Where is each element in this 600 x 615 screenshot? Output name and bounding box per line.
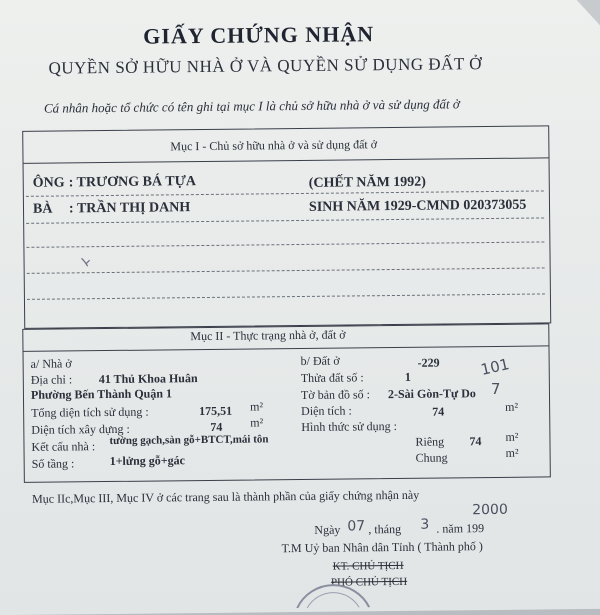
build-area-unit: m² (250, 415, 264, 430)
date-prefix: Ngày (314, 522, 341, 537)
date-day: 07 (347, 518, 366, 535)
shared-label: Chung (415, 450, 448, 465)
address-line2: Phường Bến Thành Quận 1 (30, 386, 173, 402)
structure-label: Kết cấu nhà : (31, 439, 96, 454)
structure-value: tường gạch,sàn gỗ+BTCT,mái tôn (109, 433, 269, 448)
stamp-seal (293, 581, 373, 608)
date-year-label: . năm 199 (436, 521, 485, 536)
map-label: Tờ bản đồ số : (300, 387, 371, 402)
date-month-label: , tháng (368, 521, 402, 537)
private-label: Riêng (415, 434, 445, 449)
floors-label: Số tầng : (31, 456, 75, 471)
land-heading: b/ Đất ở (300, 353, 340, 368)
private-unit: m² (505, 429, 519, 444)
address-label: Địa chỉ : (30, 372, 73, 387)
footer-note: Mục IIc,Mục III, Mục IV ở các trang sau là thành phần của giấy chứng nhận này (31, 487, 420, 506)
torn-corner (543, 0, 600, 29)
intro-text: Cá nhân hoặc tổ chức có tên ghi tại mục I là chủ sở hữu nhà ở và sử dụng đất ở (43, 96, 460, 116)
land-heading-value: -229 (417, 355, 440, 370)
plot-handwritten: 101 (479, 355, 511, 379)
plot-label: Thửa đất số : (300, 370, 364, 385)
plot-value: 1 (404, 369, 411, 384)
land-area-unit: m² (505, 399, 519, 414)
build-area-label: Diện tích xây dựng : (31, 421, 130, 437)
usage-label: Hình thức sử dụng : (301, 418, 398, 434)
owner2-label: BÀ (32, 201, 53, 217)
floors-value: 1+lửng gỗ+gác (109, 453, 185, 469)
total-area-unit: m² (250, 399, 264, 414)
total-area-label: Tổng diện tích sử dụng : (31, 404, 149, 420)
date-month: 3 (420, 516, 430, 533)
owner2-note: SINH NĂM 1929-CMND 020373055 (308, 197, 527, 215)
signer-title-1: KT. CHỦ TỊCH (332, 559, 404, 573)
pen-mark (73, 250, 103, 274)
land-area-label: Diện tích : (301, 403, 352, 418)
committee-text: T.M Uỷ ban Nhân dân Tỉnh ( Thành phố ) (281, 539, 483, 556)
date-year-handwritten: 2000 (472, 501, 508, 519)
address-line1: 41 Thủ Khoa Huân (98, 371, 198, 387)
land-area-value: 74 (432, 404, 445, 419)
document-subtitle: QUYỀN SỞ HỮU NHÀ Ở VÀ QUYỀN SỬ DỤNG ĐẤT Ở (48, 54, 483, 78)
build-area-value: 74 (210, 419, 223, 434)
signer-title-2: PHÓ CHỦ TỊCH (330, 575, 408, 589)
document-title: GIẤY CHỨNG NHẬN (143, 21, 375, 49)
owner2-name: : TRẦN THỊ DANH (68, 200, 191, 217)
map-value: 2-Sài Gòn-Tự Do (387, 386, 476, 402)
owner1-name: : TRƯƠNG BÁ TỰA (68, 174, 196, 191)
house-heading: a/ Nhà ở (30, 356, 72, 371)
private-value: 74 (469, 434, 482, 449)
owner1-label: ÔNG (32, 175, 65, 191)
section2-title: Mục II - Thực trạng nhà ở, đất ở (190, 327, 346, 344)
section1-title: Mục I - Chủ sở hữu nhà ở và sử dụng đất ở (170, 137, 378, 154)
map-handwritten: 7 (490, 379, 501, 399)
owner1-note: (CHẾT NĂM 1992) (308, 174, 427, 191)
shared-unit: m² (505, 445, 519, 460)
total-area-value: 175,51 (199, 403, 233, 419)
